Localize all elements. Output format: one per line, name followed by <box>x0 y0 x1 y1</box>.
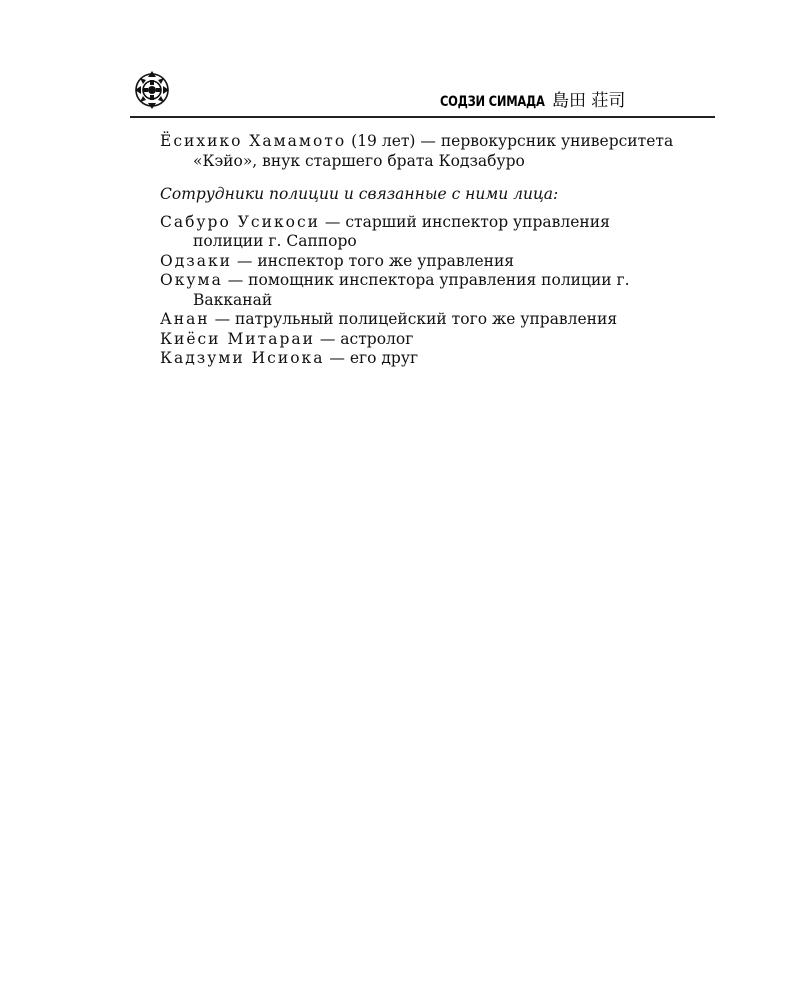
character-name: Ёсихико Хамамото <box>160 132 347 150</box>
character-name: Сабуро Усикоси <box>160 212 320 231</box>
list-item <box>160 310 680 330</box>
chrysanthemum-crest-icon <box>132 68 172 112</box>
character-list <box>160 132 680 369</box>
character-name: Кадзуми Исиока <box>160 349 325 367</box>
character-description: — астролог <box>314 329 414 348</box>
list-item <box>160 213 680 252</box>
page-header <box>130 66 715 118</box>
character-name: Киёси Митараи <box>160 329 315 348</box>
list-item <box>160 252 680 272</box>
character-description: — старший инспектор управления полиции г. Саппоро <box>193 212 610 250</box>
list-item <box>160 271 680 310</box>
character-description: — помощник инспектора управления полиции г. Вакканай <box>193 271 630 309</box>
list-item <box>160 349 680 369</box>
character-name: Окума <box>160 271 223 289</box>
list-item <box>160 132 680 171</box>
character-description: — его друг <box>324 349 419 367</box>
header-author-name: СОДЗИ СИМАДА <box>440 94 545 110</box>
character-description: — инспектор того же управления <box>231 251 515 270</box>
character-description: (19 лет) — первокурсник университета «Кэйо», внук старшего брата Кодзабуро <box>193 132 674 170</box>
section-heading: Сотрудники полиции и связанные с ними лица: <box>160 185 559 203</box>
character-name: Анан <box>160 310 210 328</box>
list-item <box>160 330 680 350</box>
header-author-name-jp: 島田 荘司 <box>552 91 626 111</box>
character-name: Одзаки <box>160 251 232 270</box>
character-description: — патрульный полицейский того же управления <box>209 310 618 328</box>
